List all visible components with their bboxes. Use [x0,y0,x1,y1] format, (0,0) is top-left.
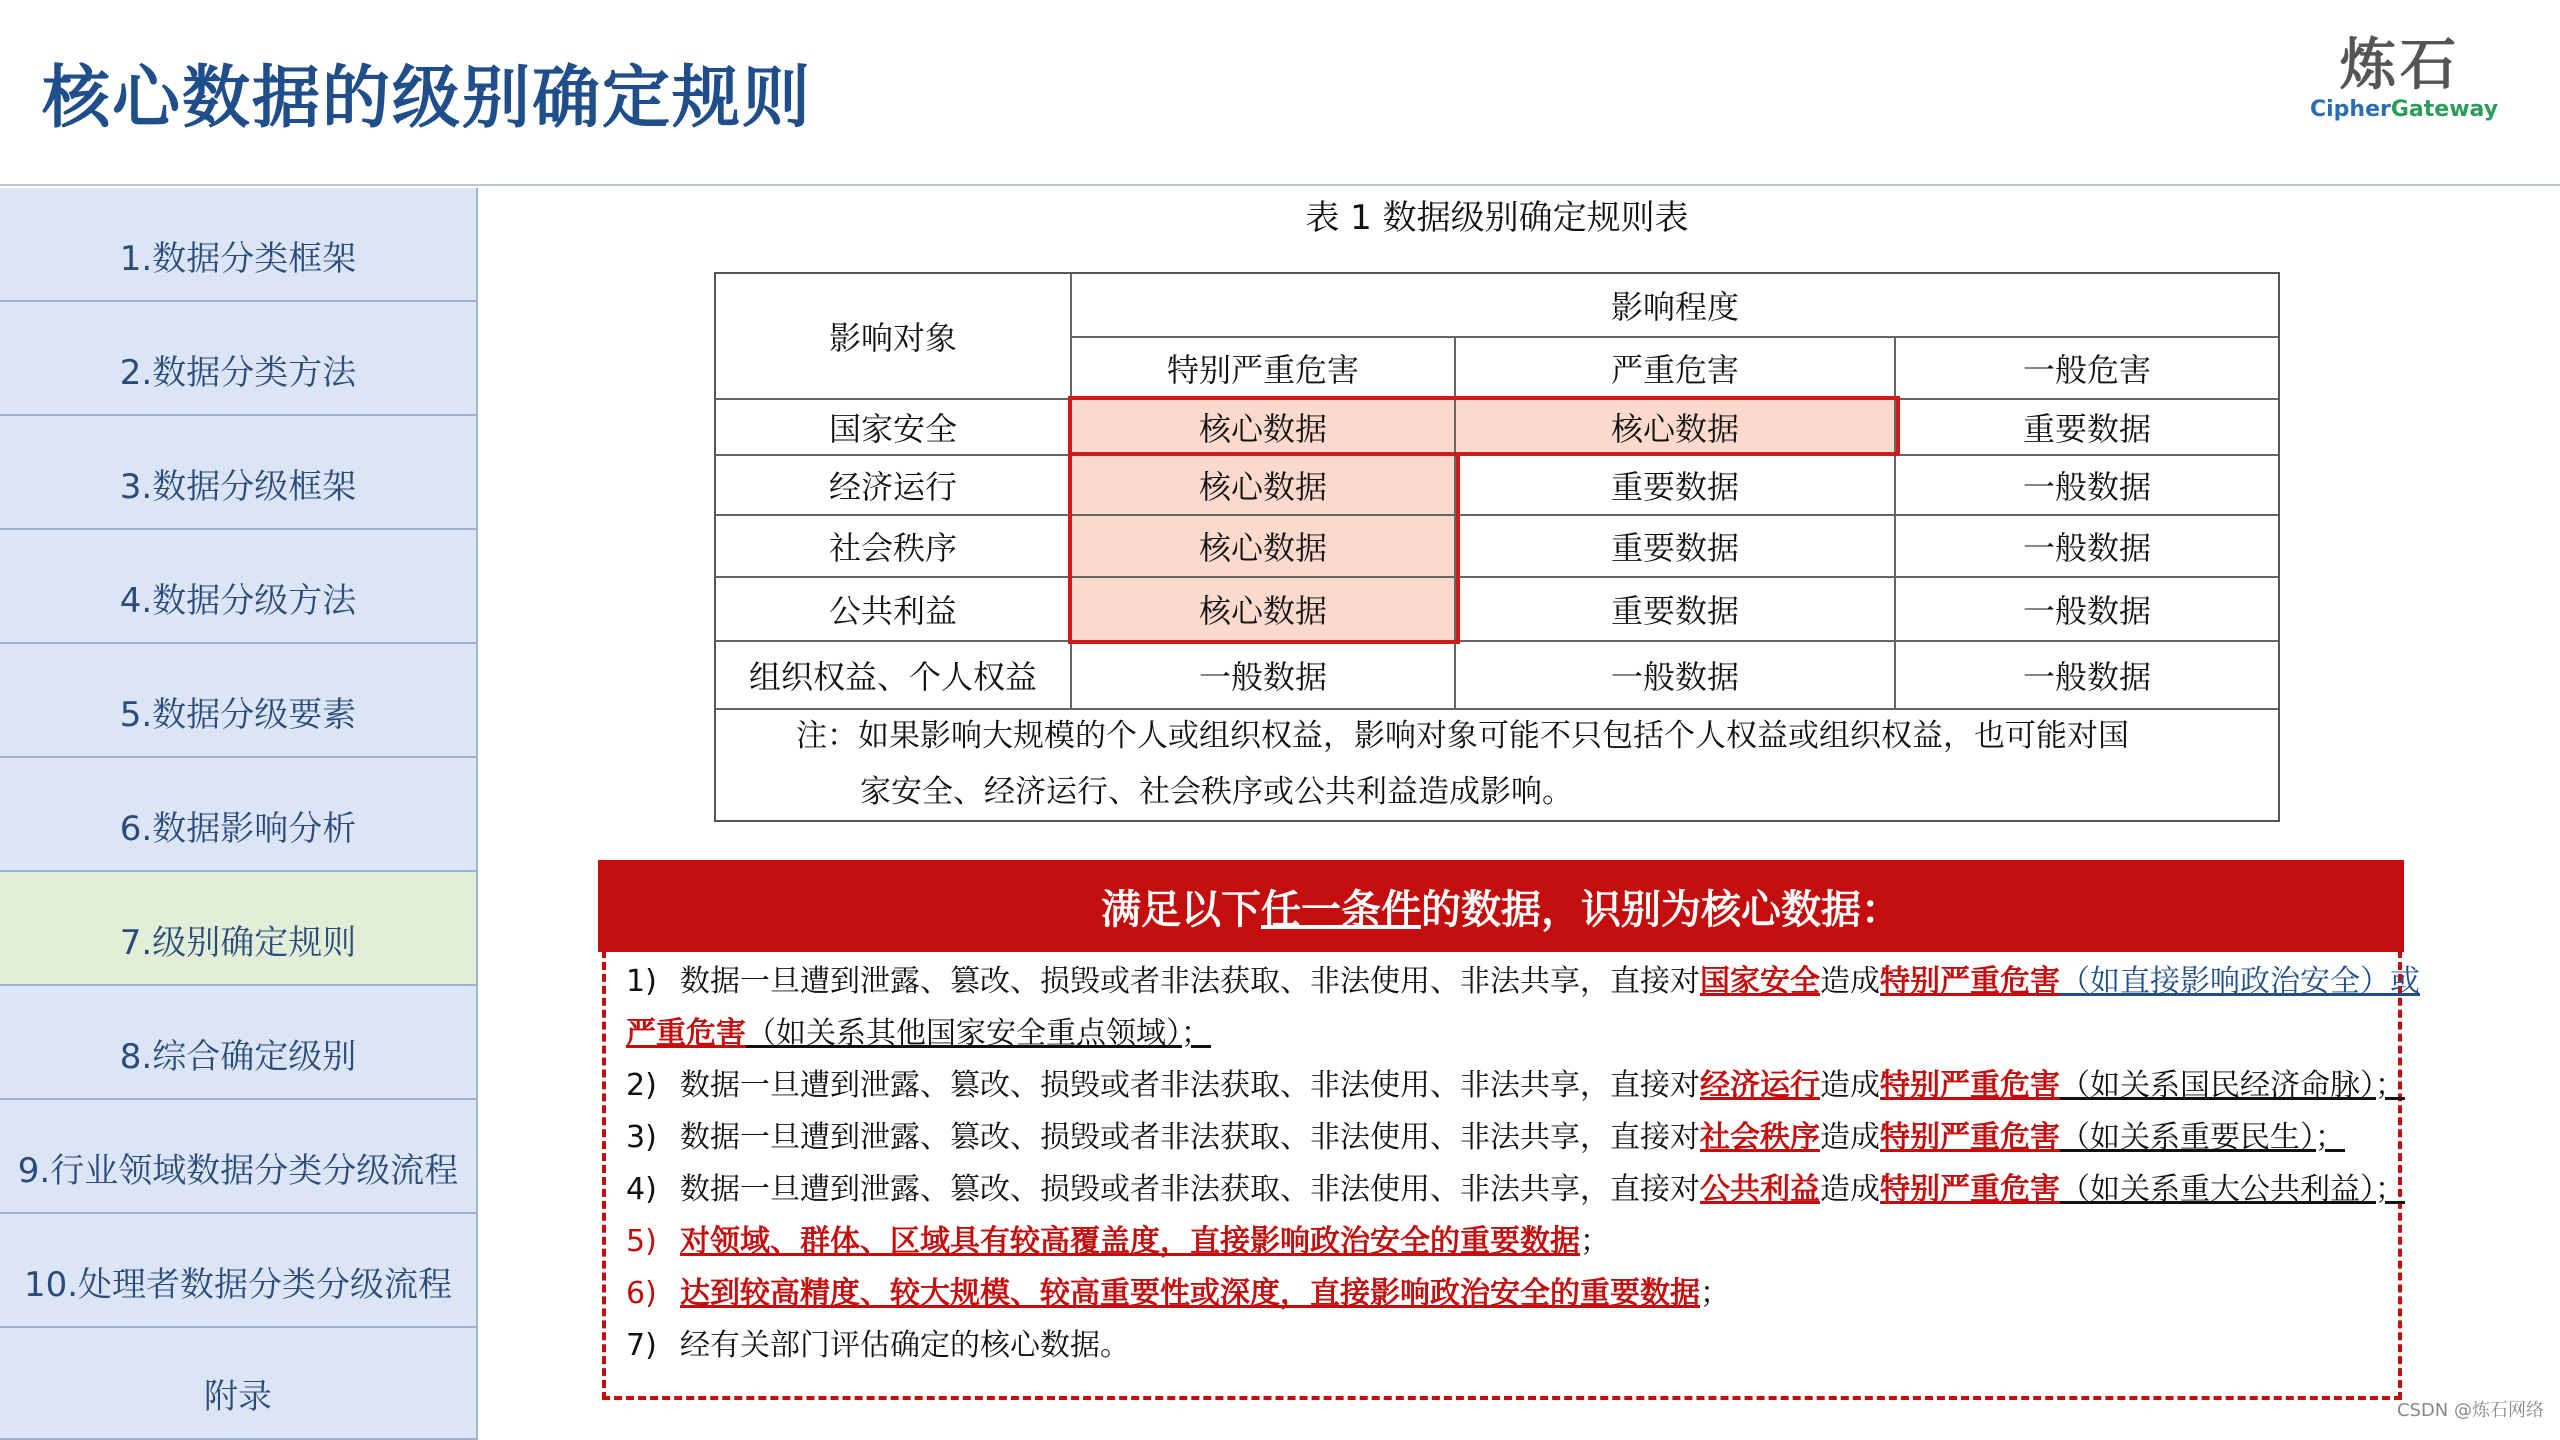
item-text: 经有关部门评估确定的核心数据。 [680,1328,1130,1363]
item-end: ； [1580,1224,1610,1259]
table-cell: 一般数据 [1198,658,1327,696]
page-title: 核心数据的级别确定规则 [42,59,813,138]
item-text: 对领域、群体、区域具有较高覆盖度，直接影响政治安全的重要数据 [680,1224,1580,1259]
item-extra: （如关系重要民生）； [2060,1120,2345,1155]
logo-sub-gateway: Gateway [2390,97,2499,122]
row-object: 公共利益 [828,592,957,630]
item-text: 数据一旦遭到泄露、篡改、损毁或者非法获取、非法使用、非法共享，直接对 [680,1068,1700,1103]
logo-mark: 炼石 [2340,33,2460,98]
table-cell: 重要数据 [1610,592,1739,630]
header-pre: 满足以下 [1101,886,1261,933]
table-cell: 一般数据 [1610,658,1739,696]
header-key: 任一条件 [1261,886,1421,933]
item-severity: 特别严重危害 [1880,1068,2060,1103]
logo-sub-cipher: Cipher [2310,97,2391,122]
list-item [626,1268,2396,1320]
conditions-header [598,860,2404,952]
list-item [626,1216,2396,1268]
item-extra: （如直接影响政治安全）或 [2060,964,2420,999]
item-text: 达到较高精度、较大规模、较高重要性或深度，直接影响政治安全的重要数据 [680,1276,1700,1311]
item-severity: 特别严重危害 [1880,964,2060,999]
conditions-box [602,950,2420,1400]
sidebar-item-grading-framework[interactable]: 3.数据分级框架 [0,416,478,530]
item-made: 造成 [1820,1120,1880,1155]
item-number: 5) [626,1224,657,1259]
item-number: 2) [626,1068,657,1103]
row-object: 社会秩序 [828,529,957,567]
list-item [626,1320,2396,1372]
logo-subtitle [2310,96,2499,124]
sidebar-item-classification-framework[interactable]: 1.数据分类框架 [0,188,478,302]
item-severity-2: 严重危害 [626,1016,746,1051]
header-degree-general: 一般危害 [2022,351,2151,389]
sidebar-item-grading-elements[interactable]: 5.数据分级要素 [0,644,478,758]
note-line-1: 注：如果影响大规模的个人或组织权益，影响对象可能不只包括个人权益或组织权益，也可能对国 [796,718,2129,754]
header-degree-special: 特别严重危害 [1166,351,1359,389]
table-caption: 表 1 数据级别确定规则表 [1305,198,1689,238]
item-number: 7) [626,1328,657,1363]
item-object: 社会秩序 [1700,1120,1820,1155]
table-row [716,640,2278,708]
sidebar-item-appendix[interactable]: 附录 [0,1328,478,1440]
table-row [716,576,2278,640]
header [0,0,2560,186]
table-cell: 重要数据 [1610,529,1739,567]
item-number: 4) [626,1172,657,1207]
sidebar-item-impact-analysis[interactable]: 6.数据影响分析 [0,758,478,872]
item-object: 公共利益 [1700,1172,1820,1207]
sidebar-item-comprehensive-level[interactable]: 8.综合确定级别 [0,986,478,1100]
sidebar-item-industry-process[interactable]: 9.行业领域数据分类分级流程 [0,1100,478,1214]
company-logo [2310,33,2499,124]
item-object: 国家安全 [1700,964,1820,999]
table-cell: 核心数据 [1198,468,1327,506]
item-number: 6) [626,1276,657,1311]
sidebar-item-grading-method[interactable]: 4.数据分级方法 [0,530,478,644]
item-extra: （如关系重大公共利益）； [2060,1172,2405,1207]
item-text: 数据一旦遭到泄露、篡改、损毁或者非法获取、非法使用、非法共享，直接对 [680,1172,1700,1207]
table-cell: 一般数据 [2022,592,2151,630]
header-degree-severe: 严重危害 [1610,351,1739,389]
item-number: 1) [626,964,657,999]
list-item [626,1164,2405,1216]
table-cell: 重要数据 [2022,410,2151,448]
table-cell: 核心数据 [1610,410,1739,448]
item-number: 3) [626,1120,657,1155]
list-item [626,1112,2396,1164]
list-item [626,1060,2405,1112]
table-cell: 一般数据 [2022,658,2151,696]
item-made: 造成 [1820,1172,1880,1207]
table-row [716,454,2278,514]
table-cell: 核心数据 [1198,529,1327,567]
table-note [796,708,2216,820]
header-post: 的数据，识别为核心数据： [1421,886,1901,933]
conditions-list [626,956,2420,1372]
table-row [716,514,2278,576]
header-impact-degree: 影响程度 [1610,288,1739,326]
row-object: 国家安全 [828,410,957,448]
table-cell: 核心数据 [1198,410,1327,448]
header-impact-object: 影响对象 [828,319,957,357]
item-end: ； [1700,1276,1730,1311]
list-item-continued [626,1008,2396,1060]
table-cell: 一般数据 [2022,529,2151,567]
level-rules-table [714,272,2280,822]
note-line-2: 家安全、经济运行、社会秩序或公共利益造成影响。 [860,774,1573,810]
table-cell: 一般数据 [2022,468,2151,506]
sidebar-nav [0,188,478,1440]
row-object: 组织权益、个人权益 [748,658,1037,696]
item-text: 数据一旦遭到泄露、篡改、损毁或者非法获取、非法使用、非法共享，直接对 [680,1120,1700,1155]
item-severity: 特别严重危害 [1880,1172,2060,1207]
table-cell: 重要数据 [1610,468,1739,506]
footer-credit: CSDN @炼石网络 [2396,1400,2544,1421]
sidebar-item-level-rules[interactable]: 7.级别确定规则 [0,872,478,986]
sidebar-item-processor-process[interactable]: 10.处理者数据分类分级流程 [0,1214,478,1328]
list-item [626,956,2420,1008]
item-severity: 特别严重危害 [1880,1120,2060,1155]
item-made: 造成 [1820,1068,1880,1103]
item-extra: （如关系国民经济命脉）； [2060,1068,2405,1103]
item-extra-2: （如关系其他国家安全重点领域）； [746,1016,1211,1051]
item-made: 造成 [1820,964,1880,999]
table-row [716,398,2278,454]
item-object: 经济运行 [1700,1068,1820,1103]
row-object: 经济运行 [828,468,957,506]
item-text: 数据一旦遭到泄露、篡改、损毁或者非法获取、非法使用、非法共享，直接对 [680,964,1700,999]
sidebar-item-classification-method[interactable]: 2.数据分类方法 [0,302,478,416]
table-cell: 核心数据 [1198,592,1327,630]
